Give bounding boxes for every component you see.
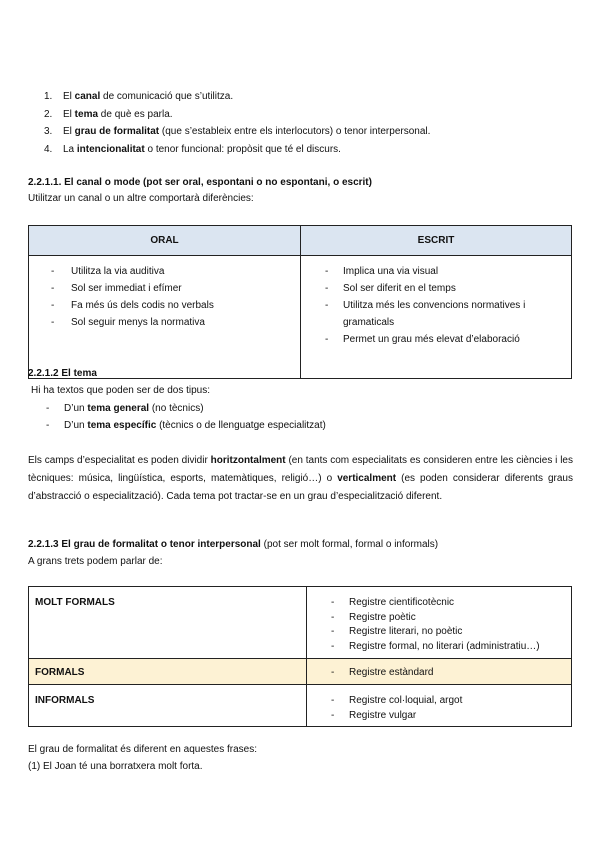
list-item: 2. El tema de què es parla. bbox=[44, 107, 564, 125]
list-number: 1. bbox=[44, 91, 53, 102]
escrit-feature: Implica una via visual bbox=[343, 266, 439, 277]
bold-term: tema bbox=[74, 108, 99, 120]
escrit-feature: Utilitza més les convencions normatives i bbox=[343, 300, 526, 311]
oral-feature: Sol seguir menys la normativa bbox=[71, 317, 205, 328]
registre-item: Registre vulgar bbox=[349, 709, 417, 721]
table-header-oral: ORAL bbox=[29, 226, 301, 256]
list-number: 2. bbox=[44, 108, 53, 120]
section-heading-tema: 2.2.1.2 El tema bbox=[28, 368, 97, 379]
section-intro-tema: Hi ha textos que poden ser de dos tipus: bbox=[31, 385, 211, 396]
registre-item: Registre estàndard bbox=[349, 667, 434, 678]
section-heading-formalitat: 2.2.1.3 El grau de formalitat o tenor interpersonal (pot ser molt formal, formal o informals) bbox=[28, 539, 439, 550]
registre-item: Registre poètic bbox=[349, 611, 416, 623]
table-header-escrit: ESCRIT bbox=[301, 226, 572, 256]
registre-item: Registre formal, no literari (administratiu…) bbox=[349, 640, 540, 652]
registre-cell: - Registre cientificotècnic - Registre poètic - Registre literari, no poètic - Registre formal, no literari (administratiu…) bbox=[307, 587, 572, 659]
oral-feature: Fa més ús dels codis no verbals bbox=[71, 300, 214, 311]
escrit-feature-continuation: gramaticals bbox=[343, 317, 395, 328]
oral-escrit-table bbox=[28, 225, 572, 379]
escrit-feature: Sol ser diferit en el temps bbox=[343, 283, 456, 294]
registre-cell: - Registre col·loquial, argot - Registre vulgar bbox=[307, 685, 572, 727]
oral-cell: - Utilitza la via auditiva - Sol ser immediat i efímer - Fa més ús dels codis no verbals - Sol seguir menys la normativa bbox=[29, 256, 301, 379]
list-item: - D’un tema específic (tècnics o de llenguatge especialitzat) bbox=[46, 420, 326, 431]
registre-item: Registre literari, no poètic bbox=[349, 626, 463, 637]
registre-label: MOLT FORMALS bbox=[29, 587, 307, 659]
registre-item: Registre col·loquial, argot bbox=[349, 695, 463, 706]
list-number: 3. bbox=[44, 126, 53, 137]
section-intro-formalitat: A grans trets podem parlar de: bbox=[28, 556, 163, 567]
oral-feature: Utilitza la via auditiva bbox=[71, 266, 165, 277]
list-item: 3. El grau de formalitat (que s’estableix entre els interlocutors) o tenor interpersonal. bbox=[44, 124, 564, 142]
numbered-list bbox=[44, 89, 564, 159]
bold-term: intencionalitat bbox=[76, 143, 145, 155]
list-item: 4. La intencionalitat o tenor funcional: propòsit que té el discurs. bbox=[44, 142, 564, 160]
escrit-cell: - Implica una via visual - Sol ser diferit en el temps - Utilitza més les convencions normatives i gramaticals - Permet un grau més elevat d’elaboració bbox=[301, 256, 572, 379]
tema-list bbox=[46, 401, 546, 435]
section-heading-canal: 2.2.1.1. El canal o mode (pot ser oral, espontani o no espontani, o escrit) bbox=[28, 177, 372, 188]
example-sentence: (1) El Joan té una borratxera molt forta. bbox=[28, 761, 203, 772]
list-item: - D’un tema general (no tècnics) bbox=[46, 403, 204, 414]
registre-item: Registre cientificotècnic bbox=[349, 597, 455, 608]
registre-label: FORMALS bbox=[29, 659, 307, 685]
escrit-feature: Permet un grau més elevat d’elaboració bbox=[343, 334, 520, 345]
list-item: 1. El canal de comunicació que s’utilitza. bbox=[44, 89, 564, 107]
bold-term: grau de formalitat bbox=[74, 126, 160, 137]
section-intro-canal: Utilitzar un canal o un altre comportarà diferències: bbox=[28, 193, 254, 204]
registre-label: INFORMALS bbox=[29, 685, 307, 727]
closing-line: El grau de formalitat és diferent en aquestes frases: bbox=[28, 744, 258, 755]
oral-feature: Sol ser immediat i efímer bbox=[71, 283, 182, 294]
especialitat-paragraph: Els camps d’especialitat es poden dividir horitzontalment (en tants com especialitats es consideren entre les ciències i les tècniques: música, lingüística, esports, matemàtiques, religió…) o verticalment (es poden considerar diferents graus d’abstracció o especialització). Cada tema pot tractar-se en un grau d’especialització diferent. bbox=[28, 455, 573, 502]
registre-cell: - Registre estàndard bbox=[307, 659, 572, 685]
formalitat-table bbox=[28, 586, 572, 727]
bold-term: canal bbox=[74, 91, 101, 102]
list-number: 4. bbox=[44, 143, 53, 155]
